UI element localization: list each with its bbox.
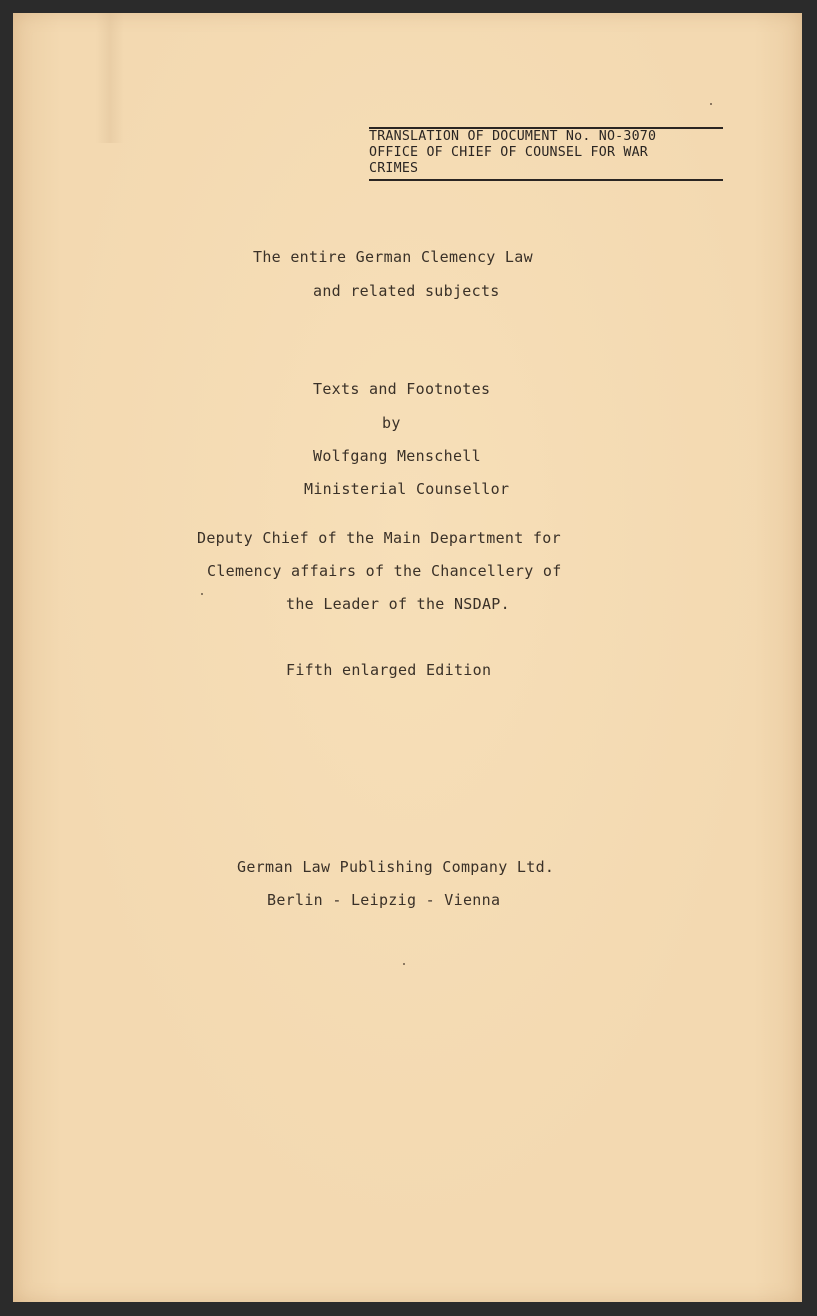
stamp-top-rule [369,127,723,129]
publisher-name: German Law Publishing Company Ltd. [237,858,555,876]
publisher-cities: Berlin - Leipzig - Vienna [267,891,501,909]
stamp-line-document-number: TRANSLATION OF DOCUMENT No. NO-3070 [369,129,657,144]
position-line-2: Clemency affairs of the Chancellery of [207,562,562,580]
edition: Fifth enlarged Edition [286,661,492,679]
paper-speck [403,963,405,965]
author-by: by [382,414,401,432]
author-texts-footnotes: Texts and Footnotes [313,380,491,398]
paper-speck [201,593,203,595]
author-name: Wolfgang Menschell [313,447,481,465]
author-title: Ministerial Counsellor [304,480,510,498]
translation-stamp [369,129,729,177]
position-line-1: Deputy Chief of the Main Department for [197,529,561,547]
stamp-bottom-rule [369,179,723,181]
title-line-1: The entire German Clemency Law [253,248,533,266]
stamp-line-office: OFFICE OF CHIEF OF COUNSEL FOR WAR [369,145,648,160]
position-line-3: the Leader of the NSDAP. [286,595,510,613]
paper-fold-mark [96,13,124,143]
document-page [13,13,802,1302]
stamp-line-crimes: CRIMES [369,161,419,176]
title-line-2: and related subjects [313,282,500,300]
paper-speck [710,103,712,105]
